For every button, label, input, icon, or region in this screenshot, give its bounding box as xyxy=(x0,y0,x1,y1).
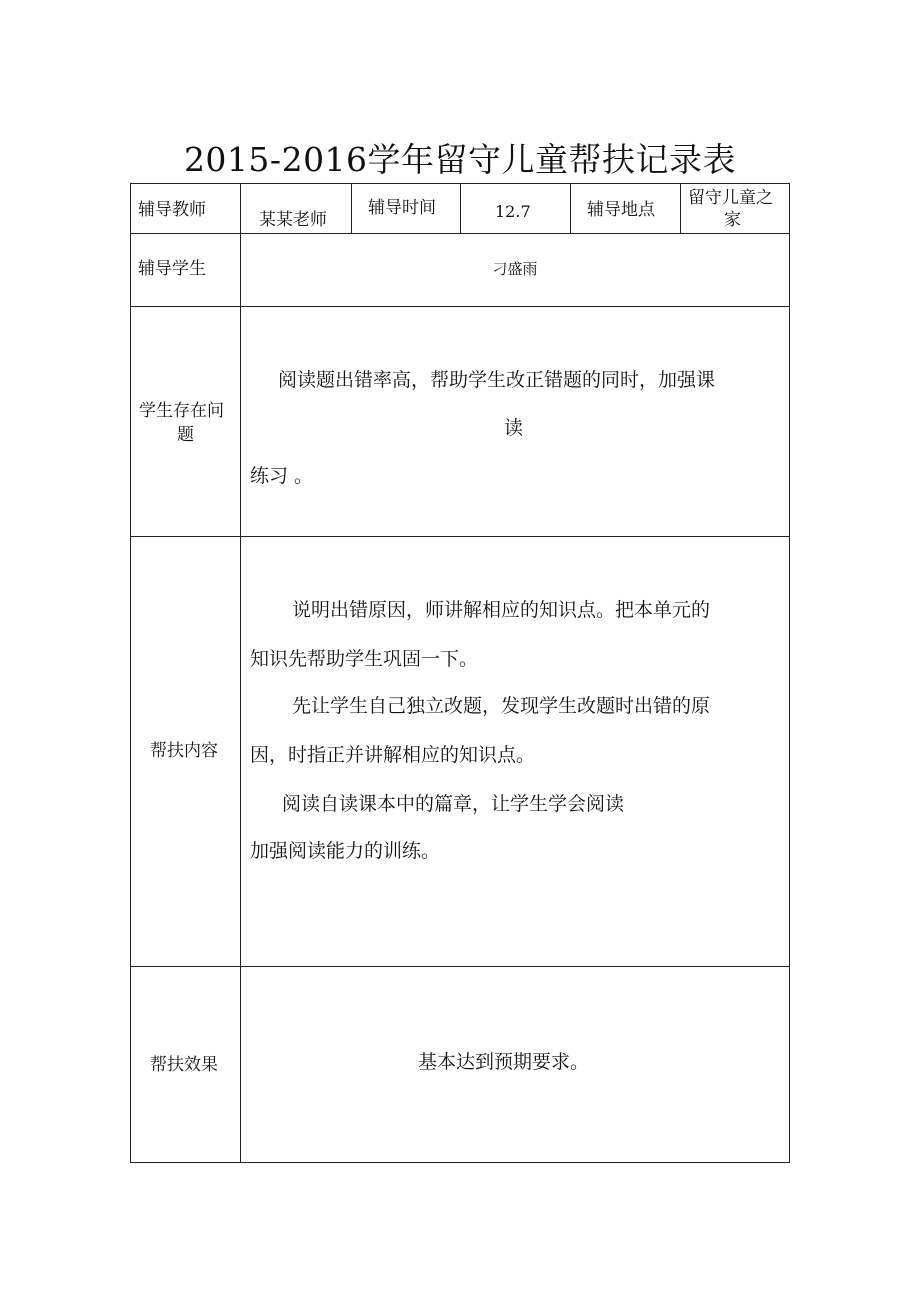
table-divider xyxy=(351,183,352,234)
teacher-value: 某某老师 xyxy=(259,210,327,230)
table-border-left xyxy=(130,183,131,1163)
effect-value: 基本达到预期要求。 xyxy=(418,1051,590,1073)
page-title: 2015-2016学年留守儿童帮扶记录表 xyxy=(183,140,737,179)
place-label: 辅导地点 xyxy=(587,200,655,220)
time-value: 12.7 xyxy=(495,202,531,221)
place-value-line1: 留守儿童之 xyxy=(688,188,773,208)
student-label: 辅导学生 xyxy=(138,259,206,279)
problem-label-line2: 题 xyxy=(177,425,194,445)
content-line: 因，时指正并讲解相应的知识点。 xyxy=(250,744,536,766)
table-divider xyxy=(680,183,681,234)
problem-text-line2: 读 xyxy=(504,417,524,439)
student-value: 刁盛雨 xyxy=(492,260,538,278)
table-divider xyxy=(130,306,790,307)
table-border-bottom xyxy=(130,1162,790,1163)
teacher-label: 辅导教师 xyxy=(138,200,206,220)
content-line: 先让学生自己独立改题，发现学生改题时出错的原 xyxy=(292,695,711,717)
effect-label: 帮扶效果 xyxy=(150,1055,218,1075)
content-line: 知识先帮助学生巩固一下。 xyxy=(250,648,479,670)
place-value-line2: 家 xyxy=(724,210,741,230)
problem-text-line3: 练习 。 xyxy=(250,465,314,487)
content-line: 说明出错原因，师讲解相应的知识点。把本单元的 xyxy=(292,599,711,621)
content-line: 阅读自读课本中的篇章，让学生学会阅读 xyxy=(282,793,625,815)
table-border-right xyxy=(789,183,790,1163)
table-divider xyxy=(130,536,790,537)
table-divider xyxy=(460,183,461,234)
table-divider xyxy=(130,966,790,967)
time-label: 辅导时间 xyxy=(368,198,436,218)
content-line: 加强阅读能力的训练。 xyxy=(250,840,441,862)
problem-text-line1: 阅读题出错率高，帮助学生改正错题的同时，加强课 xyxy=(278,369,716,391)
table-divider xyxy=(240,183,241,1163)
table-divider xyxy=(570,183,571,234)
problem-label-line1: 学生存在问 xyxy=(139,401,224,421)
content-label: 帮扶内容 xyxy=(150,741,218,761)
